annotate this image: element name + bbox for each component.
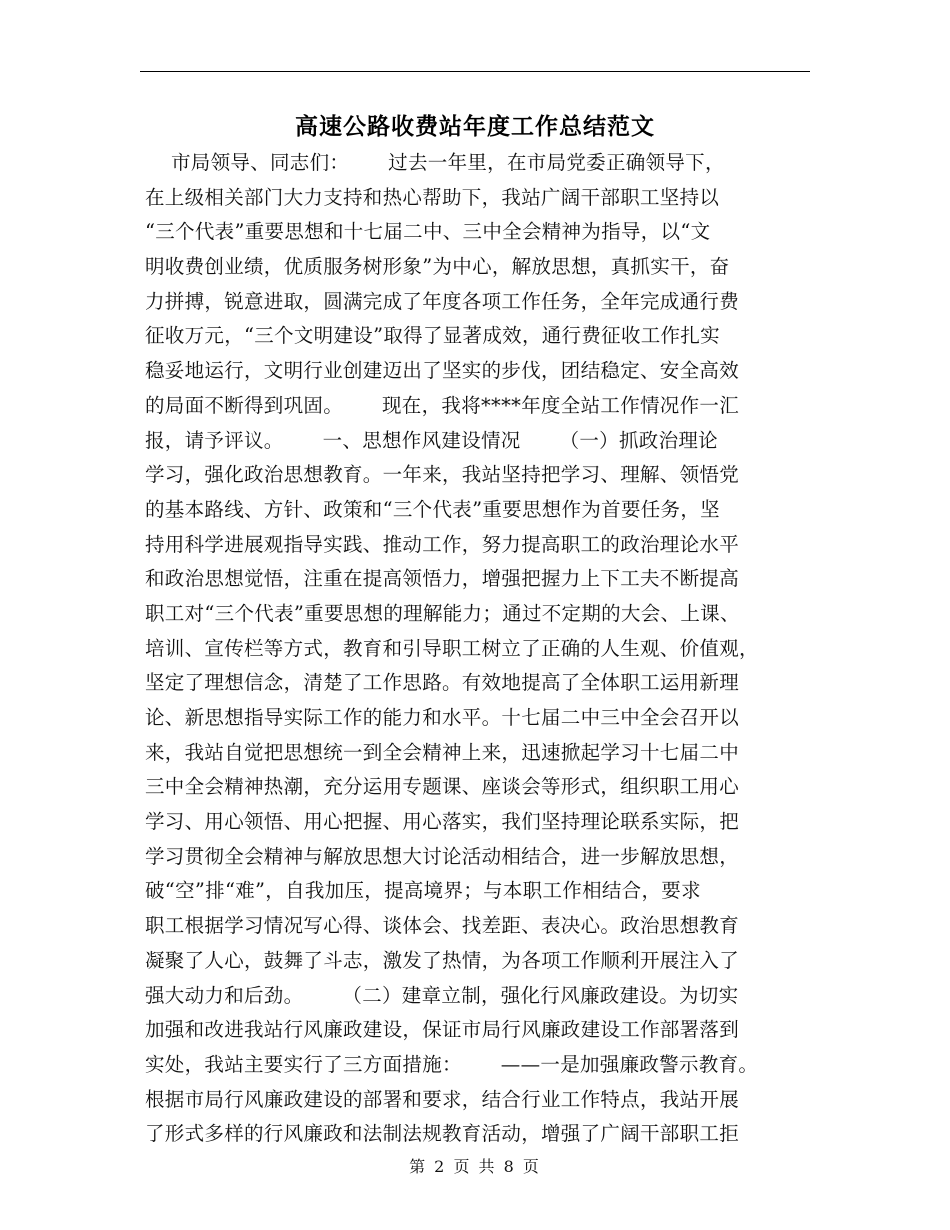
- document-title: 高速公路收费站年度工作总结范文: [295, 113, 655, 140]
- body-line: 职工对“三个代表”重要思想的理解能力；通过不定期的大会、上课、: [145, 601, 740, 625]
- body-line: 职工根据学习情况写心得、谈体会、找差距、表决心。政治思想教育: [145, 914, 740, 938]
- body-line: 的局面不断得到巩固。 现在，我将****年度全站工作情况作一汇: [145, 393, 739, 417]
- document-body: [145, 146, 825, 1152]
- body-line: 学习贯彻全会精神与解放思想大讨论活动相结合，进一步解放思想，: [145, 844, 740, 868]
- body-line: 论、新思想指导实际工作的能力和水平。十七届二中三中全会召开以: [145, 706, 740, 729]
- body-line: 在上级相关部门大力支持和热心帮助下，我站广阔干部职工坚持以: [145, 185, 720, 209]
- body-line: 和政治思想觉悟，注重在提高领悟力，增强把握力上下工夫不断提高: [145, 567, 740, 591]
- body-line: 力拼搏，锐意进取，圆满完成了年度各项工作任务，全年完成通行费: [145, 289, 740, 313]
- body-line: 根据市局行风廉政建设的部署和要求，结合行业工作特点，我站开展: [145, 1087, 740, 1111]
- body-line: 的基本路线、方针、政策和“三个代表”重要思想作为首要任务，坚: [145, 497, 720, 521]
- body-line: 报，请予评议。 一、思想作风建设情况 （一）抓政治理论: [145, 428, 718, 452]
- body-line: 稳妥地运行，文明行业创建迈出了坚实的步伐，团结稳定、安全高效: [145, 359, 740, 383]
- body-line: 坚定了理想信念，清楚了工作思路。有效地提高了全体职工运用新理: [145, 671, 740, 695]
- body-line: 三中全会精神热潮，充分运用专题课、座谈会等形式，组织职工用心: [145, 775, 740, 799]
- body-line: “三个代表”重要思想和十七届二中、三中全会精神为指导，以“文: [145, 220, 711, 244]
- page-footer: 第 2 页 共 8 页: [409, 1157, 541, 1176]
- body-line: 破“空”排“难”，自我加压，提高境界；与本职工作相结合，要求: [145, 879, 701, 903]
- body-line: 持用科学进展观指导实践、推动工作，努力提高职工的政治理论水平: [145, 532, 740, 556]
- body-line: 了形式多样的行风廉政和法制法规教育活动，增强了广阔干部职工拒: [145, 1122, 740, 1146]
- body-line: 市局领导、同志们： 过去一年里，在市局党委正确领导下，: [145, 151, 725, 174]
- body-line: 来，我站自觉把思想统一到全会精神上来，迅速掀起学习十七届二中: [145, 740, 740, 764]
- body-line: 学习，强化政治思想教育。一年来，我站坚持把学习、理解、领悟党: [145, 463, 740, 487]
- body-line: 凝聚了人心，鼓舞了斗志，激发了热情，为各项工作顺利开展注入了: [145, 948, 740, 972]
- body-line: 明收费创业绩，优质服务树形象”为中心，解放思想，真抓实干，奋: [145, 255, 730, 279]
- body-line: 学习、用心领悟、用心把握、用心落实，我们坚持理论联系实际，把: [145, 810, 740, 834]
- body-line: 加强和改进我站行风廉政建设，保证市局行风廉政建设工作部署落到: [145, 1018, 740, 1042]
- body-line: 强大动力和后劲。 （二）建章立制，强化行风廉政建设。为切实: [145, 983, 739, 1007]
- body-line: 实处，我站主要实行了三方面措施： ——一是加强廉政警示教育。: [145, 1052, 759, 1076]
- body-line: 培训、宣传栏等方式，教育和引导职工树立了正确的人生观、价值观，: [145, 636, 759, 660]
- header-rule: [140, 71, 810, 72]
- body-line: 征收万元，“三个文明建设”取得了显著成效，通行费征收工作扎实: [145, 324, 720, 348]
